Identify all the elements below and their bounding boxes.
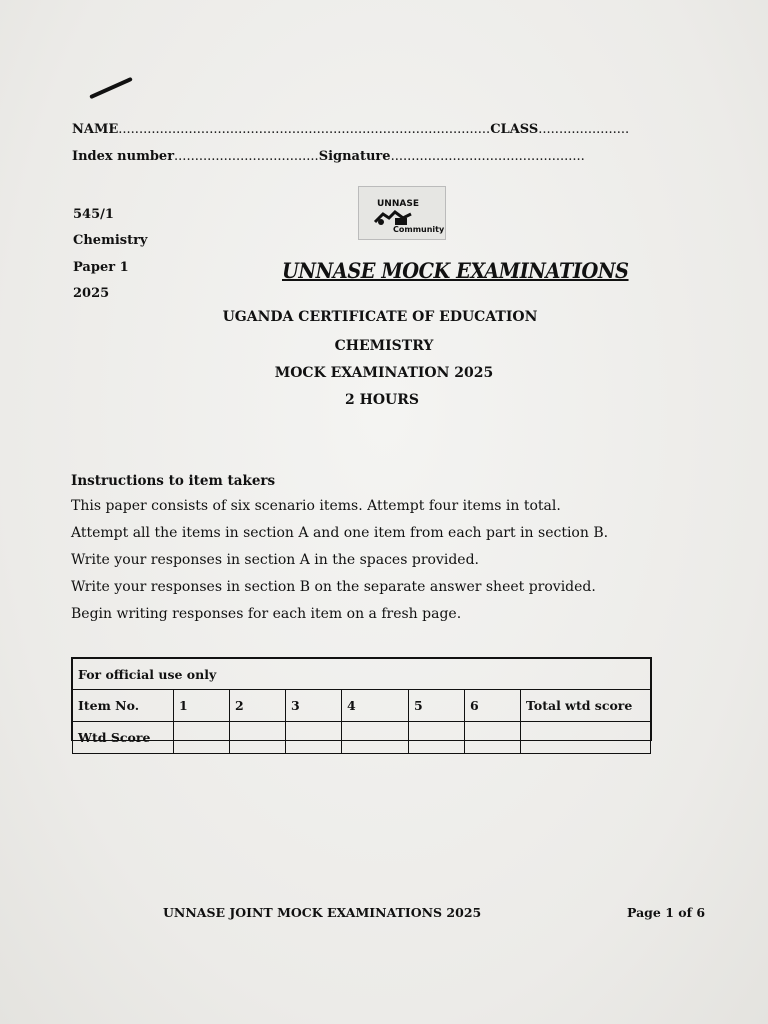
class-label: CLASS bbox=[490, 122, 539, 137]
item-number-cell: 5 bbox=[409, 690, 465, 722]
name-label: NAME bbox=[72, 122, 119, 137]
footer-title: UNNASE JOINT MOCK EXAMINATIONS 2025 bbox=[163, 905, 482, 920]
item-number-cell: 3 bbox=[286, 690, 342, 722]
item-number-cell: 1 bbox=[174, 690, 230, 722]
instruction-item: This paper consists of six scenario items. Attempt four items in total. bbox=[71, 498, 561, 514]
banner-title: UNNASE MOCK EXAMINATIONS bbox=[282, 258, 629, 283]
signature-label: Signature bbox=[318, 149, 391, 164]
score-cell[interactable] bbox=[409, 722, 465, 754]
item-number-cell: 4 bbox=[342, 690, 409, 722]
total-score-label: Total wtd score bbox=[521, 690, 651, 722]
item-no-label: Item No. bbox=[73, 690, 174, 722]
instruction-item: Begin writing responses for each item on a fresh page. bbox=[71, 606, 462, 622]
pen-mark bbox=[89, 77, 133, 99]
item-number-cell: 2 bbox=[230, 690, 286, 722]
instruction-item: Write your responses in section B on the separate answer sheet provided. bbox=[71, 579, 596, 595]
wtd-score-label: Wtd Score bbox=[73, 722, 174, 754]
name-class-row bbox=[72, 122, 629, 137]
table-heading: For official use only bbox=[73, 659, 651, 690]
table-row bbox=[73, 722, 651, 754]
logo-bottom-text: Community bbox=[393, 225, 445, 234]
exam-title: MOCK EXAMINATION 2025 bbox=[274, 365, 494, 381]
paper-number: Paper 1 bbox=[73, 260, 129, 275]
score-cell[interactable] bbox=[174, 722, 230, 754]
index-number-field[interactable]: ................................... bbox=[174, 149, 319, 164]
index-signature-row bbox=[72, 149, 585, 164]
paper-code: 545/1 bbox=[73, 207, 114, 222]
paper-subject: Chemistry bbox=[73, 233, 148, 248]
item-number-cell: 6 bbox=[465, 690, 521, 722]
score-cell[interactable] bbox=[465, 722, 521, 754]
signature-field[interactable]: ............................................... bbox=[390, 149, 585, 164]
certificate-title: UGANDA CERTIFICATE OF EDUCATION bbox=[222, 309, 538, 325]
total-score-cell[interactable] bbox=[521, 722, 651, 754]
table-row bbox=[73, 690, 651, 722]
instruction-item: Attempt all the items in section A and one item from each part in section B. bbox=[71, 525, 609, 541]
logo-top-text: UNNASE bbox=[377, 199, 419, 209]
paper-year: 2025 bbox=[73, 286, 110, 301]
unnase-logo bbox=[358, 186, 446, 240]
official-use-table bbox=[71, 657, 652, 745]
score-cell[interactable] bbox=[286, 722, 342, 754]
score-cell[interactable] bbox=[342, 722, 409, 754]
index-number-label: Index number bbox=[72, 149, 175, 164]
subject-title: CHEMISTRY bbox=[334, 338, 434, 354]
score-cell[interactable] bbox=[230, 722, 286, 754]
name-field[interactable]: .......................................................................................... bbox=[118, 122, 491, 137]
class-field[interactable]: ...................... bbox=[538, 122, 630, 137]
page-number: Page 1 of 6 bbox=[627, 905, 706, 920]
instructions-heading: Instructions to item takers bbox=[71, 473, 276, 489]
duration-title: 2 HOURS bbox=[345, 392, 419, 408]
instruction-item: Write your responses in section A in the spaces provided. bbox=[71, 552, 479, 568]
